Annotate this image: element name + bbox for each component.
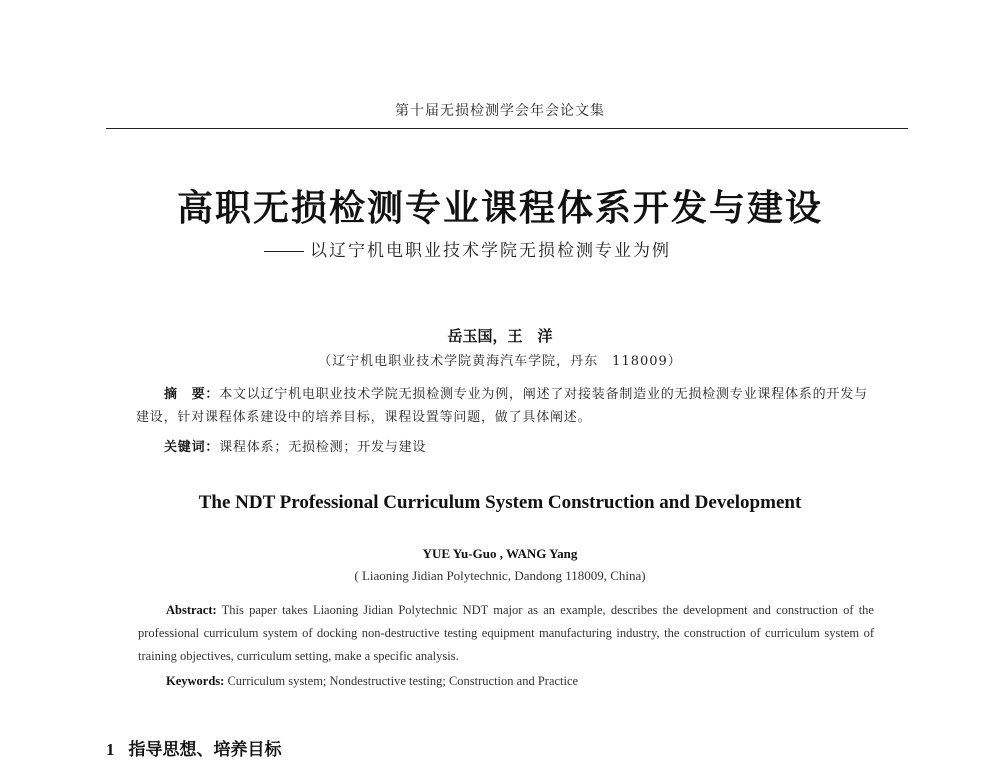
affiliation-cn: （辽宁机电职业技术学院黄海汽车学院，丹东 118009） xyxy=(318,354,682,369)
abstract-en-label: Abstract: xyxy=(166,603,217,617)
abstract-cn-label: 摘 要： xyxy=(164,387,220,402)
abstract-cn-text: 本文以辽宁机电职业技术学院无损检测专业为例，阐述了对接装备制造业的无损检测专业课程体系的开发与建设，针对课程体系建设中的培养目标，课程设置等问题，做了具体阐述。 xyxy=(136,387,868,425)
paper-title-cn: 高职无损检测专业课程体系开发与建设 xyxy=(176,188,823,229)
running-header: 第十届无损检测学会年会论文集 xyxy=(395,103,605,119)
authors-cn: 岳玉国，王 洋 xyxy=(447,327,553,345)
keywords-en-text: Curriculum system; Nondestructive testing; Construction and Practice xyxy=(227,674,579,688)
subtitle-text: 以辽宁机电职业技术学院无损检测专业为例 xyxy=(310,241,671,261)
affiliation-en: ( Liaoning Jidian Polytechnic, Dandong 118009, China) xyxy=(354,568,646,583)
section-heading xyxy=(106,735,282,760)
keywords-cn-label: 关键词： xyxy=(164,440,220,455)
header-divider xyxy=(106,128,908,129)
keywords-cn-text: 课程体系；无损检测；开发与建设 xyxy=(219,440,427,455)
keywords-en-label: Keywords: xyxy=(166,674,225,688)
section-number: 1 xyxy=(106,740,115,759)
keywords-en xyxy=(166,674,578,689)
section-title: 指导思想、培养目标 xyxy=(128,740,282,760)
abstract-en-text: This paper takes Liaoning Jidian Polytechnic NDT major as an example, describes the development and construction of the professional curriculum system of docking non-destructive testing equipment manufacturing industry, the construction of curriculum system of training objectives, curriculum setting, make a specific analysis. xyxy=(138,603,874,663)
subtitle-dash xyxy=(264,251,304,252)
abstract-cn xyxy=(136,383,876,429)
paper-subtitle-cn xyxy=(264,236,671,261)
paper-title-en: The NDT Professional Curriculum System Construction and Development xyxy=(198,492,802,513)
authors-en: YUE Yu-Guo , WANG Yang xyxy=(422,546,578,561)
keywords-cn xyxy=(164,436,426,455)
abstract-en xyxy=(138,599,874,668)
